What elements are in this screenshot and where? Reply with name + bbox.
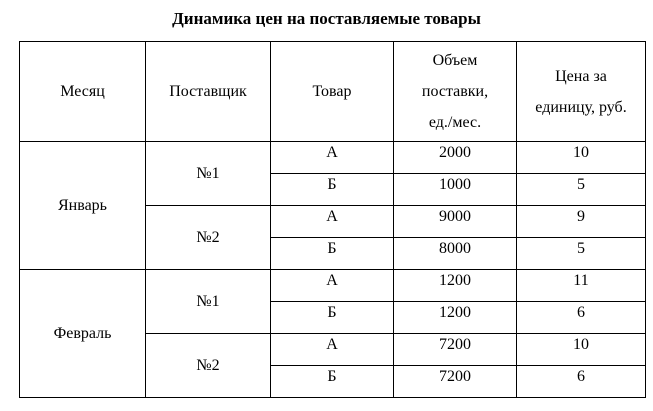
volume-cell: 1200 bbox=[394, 302, 517, 334]
volume-cell: 1200 bbox=[394, 270, 517, 302]
volume-cell: 9000 bbox=[394, 206, 517, 238]
price-cell: 5 bbox=[517, 174, 646, 206]
table-row bbox=[20, 142, 646, 174]
product-cell: Б bbox=[271, 366, 394, 398]
supplier-cell: №1 bbox=[146, 270, 271, 334]
volume-cell: 8000 bbox=[394, 238, 517, 270]
price-cell: 6 bbox=[517, 366, 646, 398]
product-cell: А bbox=[271, 334, 394, 366]
price-cell: 10 bbox=[517, 334, 646, 366]
volume-cell: 7200 bbox=[394, 366, 517, 398]
header-price-line: единицу, руб. bbox=[535, 98, 627, 116]
price-cell: 6 bbox=[517, 302, 646, 334]
price-cell: 11 bbox=[517, 270, 646, 302]
table-title: Динамика цен на поставляемые товары bbox=[172, 9, 481, 28]
product-cell: Б bbox=[271, 302, 394, 334]
price-dynamics-table bbox=[19, 41, 646, 398]
price-cell: 10 bbox=[517, 142, 646, 174]
header-price-line: Цена за bbox=[555, 67, 607, 85]
month-cell: Январь bbox=[20, 142, 146, 270]
volume-cell: 7200 bbox=[394, 334, 517, 366]
supplier-cell: №2 bbox=[146, 334, 271, 398]
header-supplier: Поставщик bbox=[146, 42, 271, 142]
header-volume-line: поставки, bbox=[421, 83, 489, 100]
table-row bbox=[20, 270, 646, 302]
volume-cell: 1000 bbox=[394, 174, 517, 206]
header-product: Товар bbox=[271, 42, 394, 142]
header-volume-line: ед./мес. bbox=[428, 114, 482, 131]
header-month: Месяц bbox=[20, 42, 146, 142]
volume-cell: 2000 bbox=[394, 142, 517, 174]
product-cell: Б bbox=[271, 238, 394, 270]
product-cell: А bbox=[271, 142, 394, 174]
header-price bbox=[517, 42, 646, 142]
price-cell: 5 bbox=[517, 238, 646, 270]
header-volume-line: Объем bbox=[432, 52, 478, 69]
header-row bbox=[20, 42, 646, 142]
price-cell: 9 bbox=[517, 206, 646, 238]
product-cell: А bbox=[271, 206, 394, 238]
month-cell: Февраль bbox=[20, 270, 146, 398]
product-cell: А bbox=[271, 270, 394, 302]
product-cell: Б bbox=[271, 174, 394, 206]
supplier-cell: №1 bbox=[146, 142, 271, 206]
supplier-cell: №2 bbox=[146, 206, 271, 270]
header-volume bbox=[394, 42, 517, 142]
